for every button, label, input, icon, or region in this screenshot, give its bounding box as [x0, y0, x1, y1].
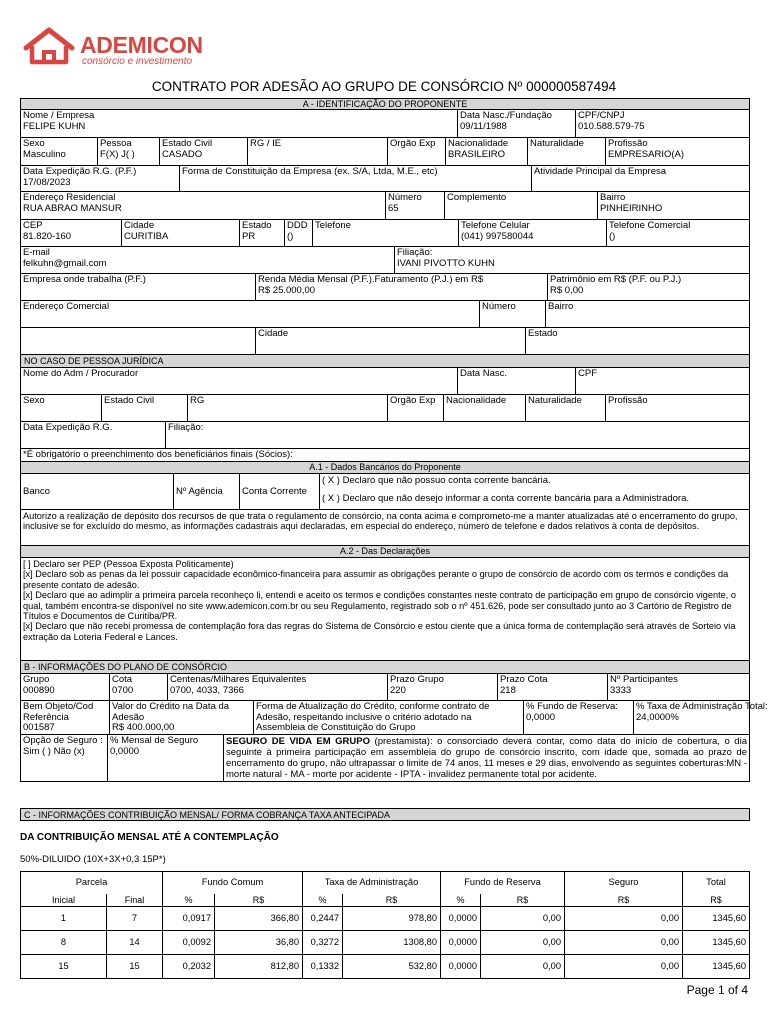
b-header-row [20, 661, 750, 674]
field-nacionalidade [445, 138, 527, 165]
label-endcom-cidade: Cidade [258, 328, 289, 339]
label-nome: Nome / Empresa [23, 110, 95, 121]
cell-seg-rs: 0,00 [565, 954, 683, 978]
field-ddd [284, 220, 312, 246]
cell-fc-pct: 0,2032 [163, 954, 215, 978]
label-patrimonio: Patrimônio em R$ (P.F. ou P.J.) [550, 274, 682, 285]
label-grupo: Grupo [23, 674, 50, 685]
b-header: B - INFORMAÇÕES DO PLANO DE CONSÓRCIO [21, 661, 749, 673]
label-orgao: Orgão Exp [390, 138, 436, 149]
option-sem-conta[interactable]: ( X ) Declaro que não possuo conta corrente bancária. [322, 475, 551, 486]
field-cota [109, 674, 167, 700]
field-seguro [21, 735, 107, 781]
row-banco [20, 474, 750, 510]
label-endereco: Endereço Residencial [23, 192, 116, 203]
field-email [21, 247, 394, 273]
field-pessoa [97, 138, 159, 165]
label-prazo-cota: Prazo Cota [500, 674, 548, 685]
value-bem: 001587 [23, 722, 55, 734]
label-estado: Estado [242, 220, 272, 231]
label-natural: Naturalidade [530, 138, 584, 149]
cell-fr-rs: 0,00 [481, 930, 565, 954]
field-participantes [607, 674, 749, 700]
field-pj-rg [187, 395, 387, 421]
value-numero: 65 [388, 202, 399, 214]
field-endcom-cep [21, 328, 255, 354]
cell-ta-pct: 0,3272 [303, 930, 343, 954]
value-fundo: 0,0000 [526, 711, 556, 723]
th-taxa: Taxa de Administração [303, 872, 441, 894]
cell-inicial: 8 [21, 930, 107, 954]
row-endcom-cidade [20, 328, 750, 355]
table-subhead-row [21, 894, 750, 907]
field-banco: Banco [23, 486, 50, 497]
value-prazo-grupo: 220 [390, 684, 406, 696]
label-pj-cpf: CPF [578, 368, 597, 379]
row-endereco [20, 192, 750, 220]
section-c-header: C - INFORMAÇÕES CONTRIBUIÇÃO MENSAL/ FORMA COBRANÇA TAXA ANTECIPADA [20, 808, 750, 821]
label-nasc: Data Nasc./Fundação [460, 110, 552, 121]
th-fc-pct: % [163, 894, 215, 907]
field-atividade [531, 166, 749, 191]
value-nac: BRASILEIRO [448, 148, 506, 160]
label-pj-prof: Profissão [608, 395, 648, 406]
th-fc-rs: R$ [215, 894, 303, 907]
value-expedicao: 17/08/2023 [23, 176, 71, 188]
cell-final: 7 [107, 906, 163, 930]
field-bairro [597, 192, 749, 219]
parcelas-table [20, 871, 750, 979]
a2-header-row [20, 546, 750, 558]
label-bem: Bem Objeto/Cod Referência [23, 701, 94, 723]
row-pj-sexo [20, 395, 750, 422]
field-complemento [444, 192, 597, 219]
field-forma: Forma de Atualização do Crédito, conforme contrato de Adesão, respeitando inclusive o critério adotado na Assembleia de Constituição do Grupo [253, 701, 523, 734]
cell-seg-rs: 0,00 [565, 906, 683, 930]
field-sexo [21, 138, 97, 165]
value-civil: CASADO [162, 148, 203, 160]
value-patrimonio: R$ 0,00 [550, 284, 584, 296]
cell-fr-rs: 0,00 [481, 906, 565, 930]
row-nome [20, 110, 750, 138]
field-filiacao [394, 247, 749, 273]
label-endcom-numero: Número [482, 301, 516, 312]
field-profissao [605, 138, 749, 165]
cell-ta-rs: 978,80 [343, 906, 441, 930]
label-seguro: Opção de Seguro : [23, 735, 103, 746]
label-atividade: Atividade Principal da Empresa [534, 166, 667, 177]
field-patrimonio [547, 274, 749, 300]
contribuicao-title: DA CONTRIBUIÇÃO MENSAL ATÉ A CONTEMPLAÇÃO [20, 832, 279, 843]
field-constituicao [179, 166, 531, 191]
label-sexo: Sexo [23, 138, 45, 149]
label-civil: Estado Civil [162, 138, 213, 149]
field-bem [21, 701, 109, 734]
declaracao-capacidade[interactable]: [x] Declaro sob as penas da lei possuir capacidade econômico-financeira para assumir as obrigações perante o grupo de consórcio de acordo com os termos e condições da presente contato de adesão. [23, 569, 729, 590]
field-cpf [575, 110, 749, 137]
th-fundo-comum: Fundo Comum [163, 872, 303, 894]
label-cota: Cota [112, 674, 133, 685]
label-pessoa: Pessoa [100, 138, 132, 149]
field-grupo [21, 674, 109, 700]
label-rg: RG / IE [250, 138, 282, 149]
label-endcom-estado: Estado [528, 328, 558, 339]
th-ta-rs: R$ [343, 894, 441, 907]
field-numero [385, 192, 444, 219]
field-prazo-cota [497, 674, 607, 700]
value-nome: FELIPE KUHN [23, 120, 86, 132]
label-empresa: Empresa onde trabalha (P.F.) [23, 274, 146, 285]
row-pj-adm [20, 368, 750, 395]
label-pj-adm: Nome do Adm / Procurador [23, 368, 139, 379]
field-rg [247, 138, 387, 165]
label-comercial: Telefone Comercial [609, 220, 691, 231]
field-comercial [606, 220, 749, 246]
field-telefone [312, 220, 458, 246]
row-endcom [20, 301, 750, 328]
label-cidade: Cidade [124, 220, 155, 231]
a2-header: A.2 - Das Declarações [21, 546, 749, 557]
field-endereco [21, 192, 385, 219]
label-pj-civil: Estado Civil [104, 395, 155, 406]
field-naturalidade [527, 138, 605, 165]
field-empresa [21, 274, 255, 300]
field-fundo [523, 701, 633, 734]
label-cep: CEP [23, 220, 43, 231]
field-nome [21, 110, 457, 137]
field-prazo-grupo [387, 674, 497, 700]
declaracao-contemplacao[interactable]: [x] Declaro que não recebi promessa de contemplação fora das regras do Sistema de Consórcio e estou ciente que a única forma de contemplação será através de Sorteio via extração da Loteria Federal e Lances. [23, 621, 736, 642]
value-sexo: Masculino [23, 148, 66, 160]
row-cep [20, 220, 750, 247]
label-filiacao: Filiação: [397, 247, 433, 258]
contract-title: CONTRATO POR ADESÃO AO GRUPO DE CONSÓRCIO Nº 000000587494 [151, 79, 617, 94]
th-total: Total [683, 872, 750, 894]
cell-total: 1345,60 [683, 930, 750, 954]
th-seguro: Seguro [565, 872, 683, 894]
label-endcom-bairro: Bairro [548, 301, 574, 312]
th-fundo-reserva: Fundo de Reserva [441, 872, 565, 894]
value-cep: 81.820-160 [23, 230, 72, 242]
th-ta-pct: % [303, 894, 343, 907]
autorizo-text: Autorizo a realização de depósito dos recursos de que trata o regulamento de consórcio, na conta acima e comprometo-me a manter atualizadas até o encerramento do grupo, inclusive se for excluído do mesmo, as informações cadastrais aqui declaradas, em especial do endereço, número de telefone e dados relativos à conta de depósitos. [23, 511, 738, 532]
field-endcom-cidade [255, 328, 525, 354]
page-number: Page 1 of 4 [686, 983, 748, 997]
field-pj-civil [101, 395, 187, 421]
label-participantes: Nº Participantes [610, 674, 678, 685]
field-mensal [107, 735, 223, 781]
cell-fr-pct: 0,0000 [441, 954, 481, 978]
value-pessoa: F(X) J( ) [100, 148, 135, 160]
label-bairro: Bairro [600, 192, 626, 203]
value-endereco: RUA ABRAO MANSUR [23, 202, 122, 214]
label-complemento: Complemento [447, 192, 507, 203]
field-pj-nac [443, 395, 525, 421]
house-logo-icon [22, 26, 76, 66]
th-seg-rs: R$ [565, 894, 683, 907]
field-civil [159, 138, 247, 165]
field-renda [255, 274, 547, 300]
field-pj-prof [605, 395, 749, 421]
declaracao-termos[interactable]: [x] Declaro que ao adimplir a primeira parcela reconheço li, entendi e aceito os termos e condições constantes neste contrato de participação em grupo de consórcio vigente, o qual, também encontra-se disponível no site www.ademicon.com.br ou seu Regulamento, registrado sob o nº 451.626, pode ser consultado junto ao 3 Cartório de Registro de Títulos e Documentos de Curitiba/PR. [23, 590, 736, 621]
field-endcom-bairro [545, 301, 749, 327]
label-pj-nasc: Data Nasc. [460, 368, 507, 379]
th-parcela: Parcela [21, 872, 163, 894]
proposal-form [20, 98, 768, 782]
value-cota: 0700 [112, 684, 134, 696]
label-ddd: DDD [287, 220, 308, 231]
cell-inicial: 1 [21, 906, 107, 930]
value-prazo-cota: 218 [500, 684, 516, 696]
label-pj-natural: Naturalidade [528, 395, 582, 406]
field-pj-cpf [575, 368, 749, 394]
row-grupo [20, 674, 750, 701]
field-conta-opcoes [319, 474, 749, 509]
field-estado [239, 220, 284, 246]
obrigatorio-note: *É obrigatório o preenchimento dos beneficiários finais (Sócios): [23, 449, 293, 460]
th-fr-rs: R$ [481, 894, 565, 907]
th-fr-pct: % [441, 894, 481, 907]
table-row [21, 954, 750, 978]
field-pj-nasc [457, 368, 575, 394]
plan-note: 50%-DILUIDO (10X+3X+0,3 15P*) [20, 854, 166, 865]
seguro-vida-body: (prestamista): o consorciado deverá contar, como data do início de cobertura, o dia seguinte à primeira participação em assembleia do grupo de consórcio inscrito, com idade que, somada ao prazo de encerramento do grupo, não ultrapassar o limite de 74 anos, 11 meses e 29 dias, envolvendo as seguintes coberturas:MN - morte natural - MA - morte por acidente - IPTA - invalidez permanente total por acidente. [226, 736, 747, 781]
seguro-vida-text [223, 735, 749, 781]
table-head-row [21, 872, 750, 894]
value-comercial: () [609, 230, 616, 242]
seguro-vida-title: SEGURO DE VIDA EM GRUPO [226, 736, 370, 747]
cell-final: 14 [107, 930, 163, 954]
label-cpf: CPF/CNPJ [578, 110, 625, 121]
value-grupo: 000890 [23, 684, 55, 696]
row-expedicao [20, 166, 750, 192]
cell-total: 1345,60 [683, 906, 750, 930]
field-pj-adm [21, 368, 457, 394]
a1-header-row [20, 462, 750, 474]
cell-total: 1345,60 [683, 954, 750, 978]
label-expedicao: Data Expedição R.G. (P.F.) [23, 166, 137, 177]
label-pj-orgao: Orgão Exp [390, 395, 436, 406]
value-seguro[interactable]: Sim ( ) Não (x) [23, 745, 85, 757]
cell-final: 15 [107, 954, 163, 978]
label-prazo-grupo: Prazo Grupo [390, 674, 444, 685]
row-email [20, 247, 750, 274]
pj-header: NO CASO DE PESSOA JURÍDICA [21, 355, 749, 367]
table-row [21, 906, 750, 930]
cell-fc-rs: 812,80 [215, 954, 303, 978]
field-agencia: Nº Agência [173, 474, 239, 509]
label-pj-sexo: Sexo [23, 395, 45, 406]
label-endcom: Endereço Comercial [23, 301, 110, 312]
cell-ta-rs: 1308,80 [343, 930, 441, 954]
row-declaracoes [20, 558, 750, 661]
label-fundo: % Fundo de Reserva: [526, 701, 618, 712]
value-renda: R$ 25.000,00 [258, 284, 316, 296]
cell-ta-pct: 0,2447 [303, 906, 343, 930]
field-pj-expedicao [21, 422, 165, 448]
label-pj-nac: Nacionalidade [446, 395, 507, 406]
label-celular: Telefone Celular [461, 220, 530, 231]
value-estado: PR [242, 230, 256, 242]
label-valor: Valor do Crédito na Data da Adesão [112, 701, 230, 723]
row-sexo [20, 138, 750, 166]
value-prof: EMPRESARIO(A) [608, 148, 685, 160]
value-cpf: 010.588.579-75 [578, 120, 645, 132]
cell-ta-rs: 532,80 [343, 954, 441, 978]
cell-fr-rs: 0,00 [481, 954, 565, 978]
label-pj-rg: RG [190, 395, 205, 406]
row-bem [20, 701, 768, 735]
cell-fc-pct: 0,0092 [163, 930, 215, 954]
field-centenas [167, 674, 387, 700]
value-bairro: PINHEIRINHO [600, 202, 663, 214]
label-constituicao: Forma de Constituição da Empresa (ex. S/A, Ltda, M.E., etc) [182, 166, 438, 177]
th-inicial: Inicial [21, 894, 107, 907]
th-final: Final [107, 894, 163, 907]
label-prof: Profissão [608, 138, 648, 149]
declaracao-pep[interactable]: [ ] Declaro ser PEP (Pessoa Exposta Politicamente) [23, 559, 234, 569]
label-telefone: Telefone [315, 220, 351, 231]
field-conta: Conta Corrente [239, 474, 319, 509]
row-autorizo [20, 510, 750, 546]
field-orgao [387, 138, 445, 165]
section-a-header-row [20, 98, 750, 110]
row-seguro [20, 735, 750, 782]
cell-fr-pct: 0,0000 [441, 906, 481, 930]
field-cep [21, 220, 121, 246]
field-taxa [633, 701, 768, 734]
label-centenas: Centenas/Milhares Equivalentes [170, 674, 307, 685]
value-centenas: 0700, 4033, 7366 [170, 684, 244, 696]
field-endcom-numero [479, 301, 545, 327]
section-c [20, 808, 750, 821]
value-filiacao: IVANI PIVOTTO KUHN [397, 257, 495, 269]
cell-fc-rs: 36,80 [215, 930, 303, 954]
value-ddd: () [287, 230, 294, 242]
logo-name: ADEMICON [80, 32, 203, 58]
cell-fc-rs: 366,80 [215, 906, 303, 930]
cell-inicial: 15 [21, 954, 107, 978]
field-expedicao [21, 166, 179, 191]
cell-ta-pct: 0,1332 [303, 954, 343, 978]
logo-tagline: consórcio e investimento [82, 56, 193, 67]
field-pj-natural [525, 395, 605, 421]
section-a-header: A - IDENTIFICAÇÃO DO PROPONENTE [21, 99, 749, 109]
value-mensal: 0,0000 [110, 745, 140, 757]
field-pj-sexo [21, 395, 101, 421]
value-email: felkuhn@gmail.com [23, 257, 107, 269]
field-endcom [21, 301, 479, 327]
field-celular [458, 220, 606, 246]
row-pj-expedicao [20, 422, 750, 449]
label-numero: Número [388, 192, 422, 203]
field-pj-orgao [387, 395, 443, 421]
value-celular: (041) 997580044 [461, 230, 534, 242]
label-email: E-mail [23, 247, 50, 258]
table-row [21, 930, 750, 954]
option-nao-informar[interactable]: ( X ) Declaro que não desejo informar a conta corrente bancária para a Administradora. [322, 492, 690, 504]
cell-fr-pct: 0,0000 [441, 930, 481, 954]
cell-seg-rs: 0,00 [565, 930, 683, 954]
ademicon-logo [22, 26, 212, 72]
value-cidade: CURITIBA [124, 230, 169, 242]
label-pj-expedicao: Data Expedição R.G. [23, 422, 113, 433]
label-nac: Nacionalidade [448, 138, 509, 149]
label-mensal: % Mensal de Seguro [110, 735, 199, 746]
cell-fc-pct: 0,0917 [163, 906, 215, 930]
row-empresa [20, 274, 750, 301]
value-nasc: 09/11/1988 [460, 120, 507, 132]
value-participantes: 3333 [610, 684, 632, 696]
value-valor: R$ 400.000,00 [112, 722, 175, 734]
pj-header-row [20, 355, 750, 368]
field-nasc [457, 110, 575, 137]
value-taxa: 24,0000% [636, 711, 679, 723]
label-pj-filiacao: Filiação: [168, 422, 204, 433]
row-obrigatorio [20, 449, 750, 462]
field-endcom-estado [525, 328, 749, 354]
label-renda: Renda Média Mensal (P.F.).Faturamento (P.J.) em R$ [258, 274, 484, 285]
th-total-rs: R$ [683, 894, 750, 907]
field-cidade [121, 220, 239, 246]
field-valor [109, 701, 253, 734]
a1-header: A.1 - Dados Bancários do Proponente [21, 462, 749, 473]
field-pj-filiacao [165, 422, 749, 448]
declaracoes-list [21, 558, 749, 643]
label-taxa: % Taxa de Administração Total: [636, 701, 768, 712]
